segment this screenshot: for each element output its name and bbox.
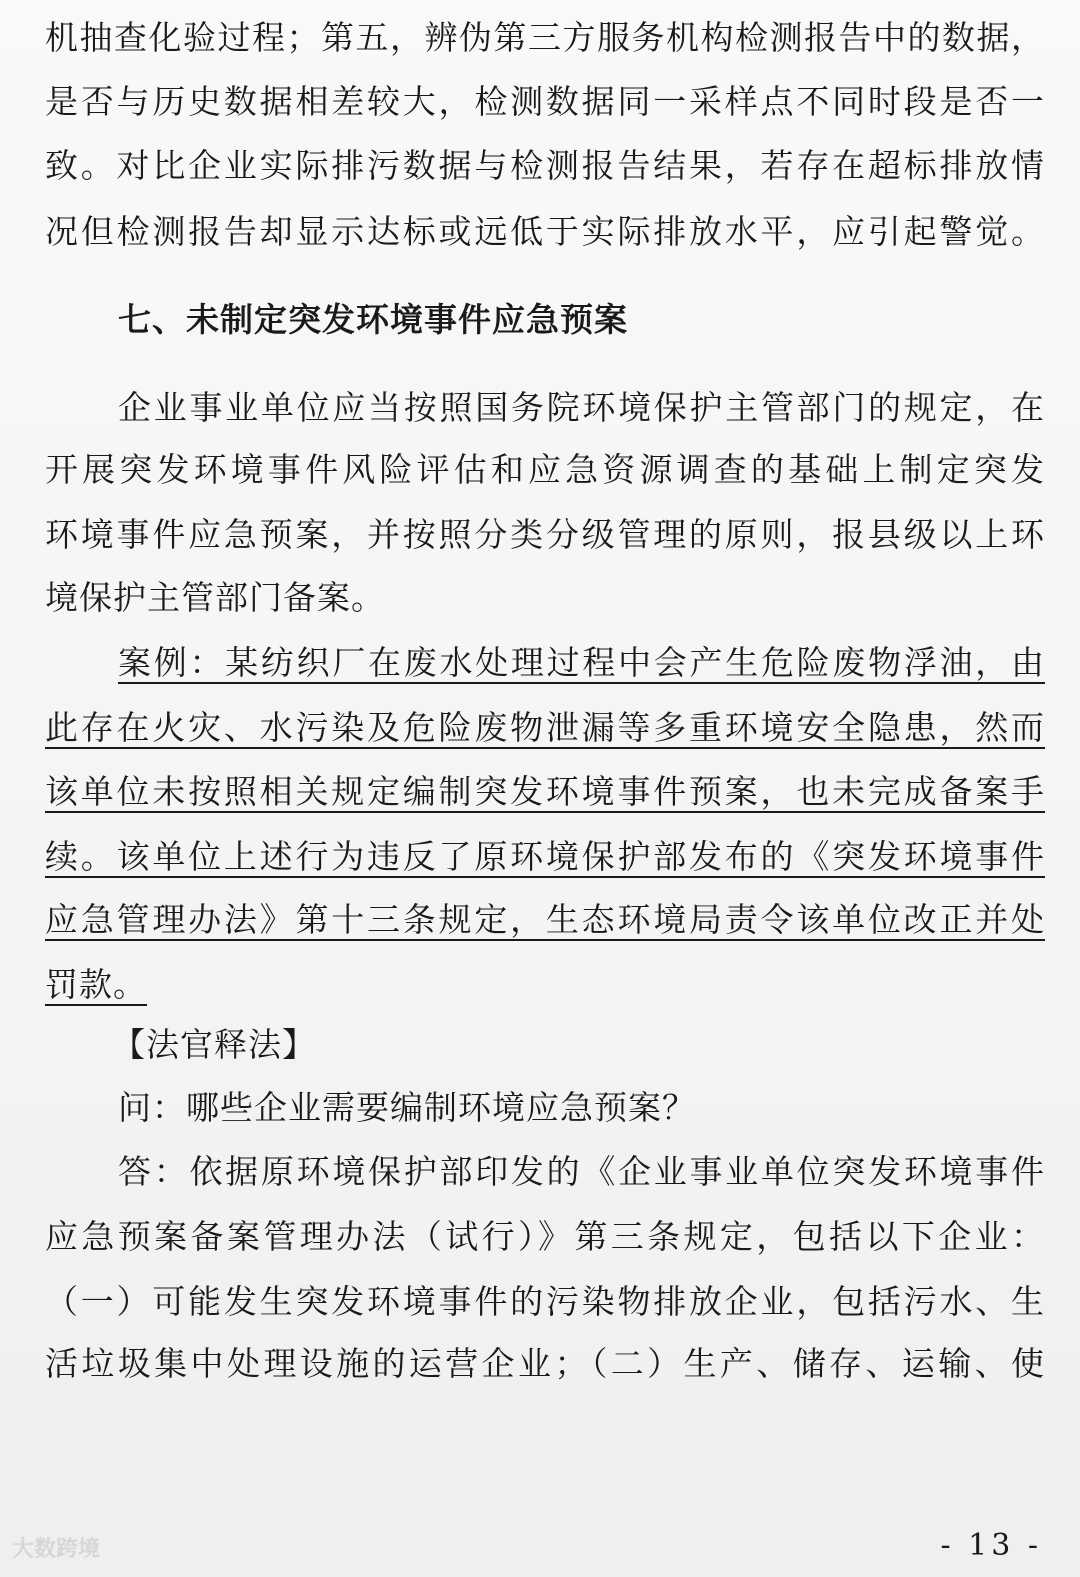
case-line: 该单位未按照相关规定编制突发环境事件预案，也未完成备案手	[45, 772, 1045, 811]
answer-line: （一）可能发生突发环境事件的污染物排放企业，包括污水、生	[45, 1282, 1045, 1321]
watermark-logo: 大数跨境	[12, 1537, 101, 1562]
text-line: 是否与历史数据相差较大，检测数据同一采样点不同时段是否一	[45, 82, 1045, 121]
text-line: 境保护主管部门备案。	[45, 578, 385, 617]
text-line: 致。对比企业实际排污数据与检测报告结果，若存在超标排放情	[45, 146, 1045, 185]
page-number: - 13 -	[940, 1528, 1042, 1563]
case-line: 应急管理办法》第十三条规定，生态环境局责令该单位改正并处	[45, 900, 1045, 939]
case-line: 此存在火灾、水污染及危险废物泄漏等多重环境安全隐患，然而	[45, 708, 1045, 747]
question: 问：哪些企业需要编制环境应急预案？	[118, 1088, 696, 1127]
text-line: 况但检测报告却显示达标或远低于实际排放水平，应引起警觉。	[45, 212, 1045, 251]
answer-line: 答：依据原环境保护部印发的《企业事业单位突发环境事件	[118, 1152, 1045, 1191]
section-heading: 七、未制定突发环境事件应急预案	[118, 300, 628, 339]
text-line: 开展突发环境事件风险评估和应急资源调查的基础上制定突发	[45, 450, 1045, 489]
text-line: 机抽查化验过程；第五，辨伪第三方服务机构检测报告中的数据，	[45, 18, 1045, 57]
text-line: 环境事件应急预案，并按照分类分级管理的原则，报县级以上环	[45, 515, 1045, 554]
answer-line: 活垃圾集中处理设施的运营企业；（二）生产、储存、运输、使	[45, 1344, 1045, 1383]
case-line: 续。该单位上述行为违反了原环境保护部发布的《突发环境事件	[45, 837, 1045, 876]
text-line: 企业事业单位应当按照国务院环境保护主管部门的规定，在	[118, 388, 1045, 427]
answer-line: 应急预案备案管理办法（试行）》第三条规定，包括以下企业：	[45, 1217, 1045, 1256]
case-line: 案例：某纺织厂在废水处理过程中会产生危险废物浮油，由	[118, 643, 1045, 682]
judge-heading: 【法官释法】	[112, 1025, 316, 1064]
case-line: 罚款。	[45, 965, 147, 1004]
